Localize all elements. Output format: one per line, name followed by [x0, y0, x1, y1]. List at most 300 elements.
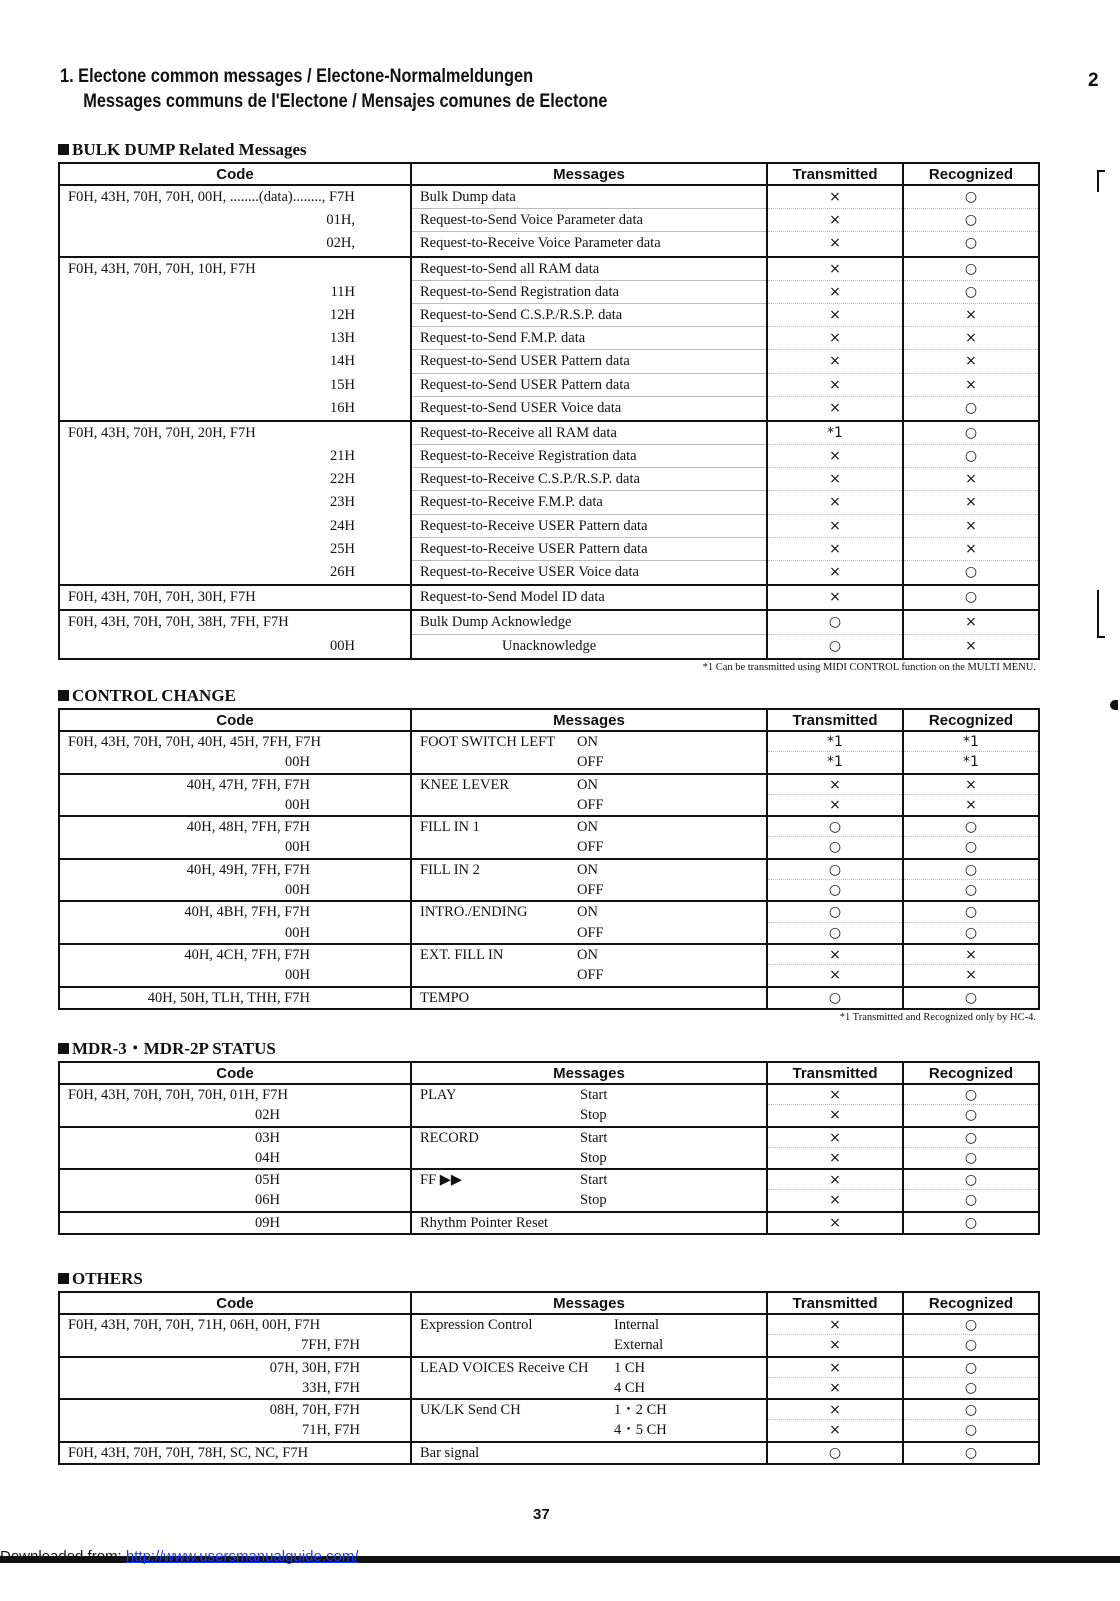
- recognized-cell: [903, 859, 1039, 902]
- recognized-value: ○: [904, 1400, 1038, 1420]
- recognized-value: ○: [904, 1128, 1038, 1148]
- message-text: Request-to-Send C.S.P./R.S.P. data: [420, 306, 623, 323]
- recognized-value: ○: [964, 1422, 978, 1439]
- recognized-value: ○: [904, 186, 1038, 209]
- message-text: Expression Control: [420, 1317, 533, 1333]
- header-transmitted: Transmitted: [767, 1062, 903, 1084]
- code-value: 00H: [330, 637, 355, 654]
- message-cell: [411, 774, 767, 817]
- table-row: [59, 774, 1039, 817]
- message-text: Rhythm Pointer Reset: [420, 1214, 549, 1231]
- message-text: Request-to-Receive USER Pattern data: [420, 540, 648, 557]
- recognized-cell: [903, 1212, 1039, 1234]
- recognized-value: ○: [904, 209, 1038, 232]
- transmitted-value: ×: [768, 538, 902, 561]
- row-group: [59, 421, 1039, 585]
- transmitted-value: ○: [828, 989, 842, 1006]
- recognized-value: ○: [964, 839, 978, 856]
- row-group: [59, 1314, 1039, 1357]
- recognized-value: ○: [964, 399, 978, 416]
- message-line: [412, 923, 766, 943]
- transmitted-cell: [767, 1169, 903, 1212]
- code-value: F0H, 43H, 70H, 70H, 78H, SC, NC, F7H: [68, 1444, 309, 1461]
- code-value: F0H, 43H, 70H, 70H, 70H, 01H, F7H: [68, 1087, 288, 1103]
- recognized-value: ○: [904, 1358, 1038, 1378]
- message-line: [412, 1085, 766, 1105]
- message-cell: [411, 1357, 767, 1400]
- recognized-cell: [903, 1399, 1039, 1442]
- control-table: [58, 708, 1040, 1010]
- recognized-value: ○: [964, 1379, 978, 1396]
- header-code: Code: [59, 709, 411, 731]
- message-state: ON: [577, 861, 598, 878]
- transmitted-cell: [767, 774, 903, 817]
- message-text: FF ▶▶: [420, 1172, 463, 1189]
- transmitted-cell: [767, 1442, 903, 1464]
- code-value: 05H: [255, 1172, 280, 1189]
- code-value: F0H, 43H, 70H, 70H, 30H, F7H: [68, 589, 256, 606]
- message-line: [412, 1335, 766, 1355]
- recognized-value: ○: [964, 1107, 978, 1124]
- message-line: [412, 1400, 766, 1420]
- message-text: INTRO./ENDING: [420, 904, 528, 921]
- message-text: Request-to-Receive all RAM data: [420, 424, 617, 441]
- message-state: Stop: [580, 1149, 607, 1166]
- code-value: 24H: [330, 517, 355, 534]
- row-group: [59, 1212, 1039, 1234]
- code-value: F0H, 43H, 70H, 70H, 00H, ........(data)........, F7H: [68, 189, 355, 205]
- table-row: [59, 1169, 1039, 1212]
- code-cell: [59, 1084, 411, 1127]
- recognized-value: ○: [964, 1444, 978, 1461]
- transmitted-value: ×: [768, 186, 902, 209]
- recognized-value: ○: [964, 589, 978, 606]
- message-line: [412, 209, 766, 232]
- square-bullet-icon: [58, 1273, 69, 1284]
- transmitted-cell: [767, 185, 903, 257]
- message-line: [412, 468, 766, 491]
- row-group: [59, 1442, 1039, 1464]
- code-cell: [59, 944, 411, 987]
- square-bullet-icon: [58, 1043, 69, 1054]
- row-group: [59, 1399, 1039, 1442]
- code-cell: [59, 1442, 411, 1464]
- message-state: OFF: [577, 924, 604, 941]
- message-text: Request-to-Receive Registration data: [420, 448, 637, 465]
- footer-prefix: Downloaded from:: [0, 1548, 126, 1565]
- code-cell: [59, 1169, 411, 1212]
- message-line: [412, 1443, 766, 1463]
- row-group: [59, 944, 1039, 987]
- transmitted-value: ×: [768, 491, 902, 514]
- message-cell: [411, 1442, 767, 1464]
- message-state: External: [614, 1337, 664, 1354]
- code-value: 40H, 48H, 7FH, F7H: [186, 819, 310, 836]
- page-number: 37: [533, 1506, 550, 1523]
- row-group: [59, 1169, 1039, 1212]
- message-state: Start: [580, 1172, 608, 1189]
- control-heading-text: CONTROL CHANGE: [72, 686, 236, 705]
- message-text: UK/LK Send CH: [420, 1402, 521, 1419]
- table-row: [59, 257, 1039, 421]
- table-row: [59, 859, 1039, 902]
- recognized-cell: [903, 1127, 1039, 1170]
- message-text: Request-to-Send Voice Parameter data: [420, 212, 643, 229]
- recognized-value: ○: [904, 422, 1038, 445]
- table-row: [59, 610, 1039, 658]
- code-value: 00H: [285, 754, 310, 771]
- code-value: F0H, 43H, 70H, 70H, 10H, F7H: [68, 260, 256, 277]
- recognized-value: ○: [964, 882, 978, 899]
- transmitted-cell: [767, 610, 903, 658]
- message-text: Request-to-Send Model ID data: [420, 589, 605, 606]
- code-value: 08H, 70H, F7H: [269, 1402, 360, 1419]
- message-state: OFF: [577, 967, 604, 984]
- transmitted-value: ×: [768, 1128, 902, 1148]
- transmitted-value: ×: [768, 445, 902, 468]
- message-text: FILL IN 1: [420, 819, 480, 836]
- code-cell: [59, 610, 411, 658]
- message-text: Request-to-Receive F.M.P. data: [420, 494, 603, 511]
- recognized-value: ○: [904, 1085, 1038, 1105]
- row-group: [59, 987, 1039, 1009]
- code-cell: [59, 257, 411, 421]
- message-cell: [411, 257, 767, 421]
- message-text: Request-to-Send all RAM data: [420, 260, 600, 277]
- transmitted-value: ×: [768, 327, 902, 350]
- transmitted-value: ×: [829, 1107, 841, 1124]
- message-line: [412, 1213, 766, 1233]
- recognized-cell: [903, 901, 1039, 944]
- code-cell: [59, 1314, 411, 1357]
- code-value: 40H, 49H, 7FH, F7H: [186, 861, 310, 878]
- table-row: [59, 901, 1039, 944]
- message-state: Stop: [580, 1107, 607, 1124]
- code-value: 00H: [285, 796, 310, 813]
- recognized-value: ×: [904, 468, 1038, 491]
- message-line: [412, 988, 766, 1008]
- others-table: [58, 1291, 1040, 1465]
- code-value: 15H: [330, 376, 355, 393]
- row-group: [59, 185, 1039, 257]
- message-cell: [411, 1399, 767, 1442]
- title-line-2: Messages communs de l'Electone / Mensajes comunes de Electone: [83, 91, 608, 112]
- table-row: [59, 1084, 1039, 1127]
- message-text: Request-to-Send Registration data: [420, 283, 619, 300]
- recognized-value: ○: [904, 445, 1038, 468]
- row-group: [59, 257, 1039, 421]
- code-cell: [59, 987, 411, 1009]
- message-state: 1・2 CH: [614, 1402, 667, 1419]
- code-value: 04H: [255, 1149, 280, 1166]
- message-line: [412, 538, 766, 561]
- transmitted-value: ○: [768, 860, 902, 880]
- transmitted-value: ×: [829, 1337, 841, 1354]
- message-line: [412, 732, 766, 752]
- table-row: [59, 816, 1039, 859]
- message-cell: [411, 1314, 767, 1357]
- recognized-value: ○: [904, 902, 1038, 922]
- transmitted-value: ×: [768, 468, 902, 491]
- others-section: [58, 1267, 1038, 1465]
- transmitted-cell: [767, 1084, 903, 1127]
- transmitted-cell: [767, 1127, 903, 1170]
- recognized-value: ○: [964, 1337, 978, 1354]
- message-line: [412, 258, 766, 281]
- recognized-cell: [903, 1084, 1039, 1127]
- row-group: [59, 1084, 1039, 1127]
- message-line: [412, 635, 766, 658]
- message-text: Unacknowledge: [502, 637, 597, 654]
- transmitted-value: ○: [828, 924, 842, 941]
- message-text: PLAY: [420, 1087, 457, 1103]
- recognized-value: ×: [904, 327, 1038, 350]
- code-value: 7FH, F7H: [301, 1337, 360, 1354]
- message-text: Request-to-Receive USER Pattern data: [420, 517, 648, 534]
- code-value: 33H, F7H: [301, 1379, 360, 1396]
- message-line: [412, 1148, 766, 1168]
- bulk-table: [58, 162, 1040, 660]
- code-cell: [59, 421, 411, 585]
- message-state: ON: [577, 904, 598, 921]
- footer-link[interactable]: http://www.usersmanualguide.com/: [125, 1548, 359, 1565]
- transmitted-value: ○: [768, 817, 902, 837]
- recognized-value: ×: [904, 945, 1038, 965]
- message-state: 4・5 CH: [614, 1422, 667, 1439]
- table-row: [59, 185, 1039, 257]
- code-value: 00H: [285, 882, 310, 899]
- message-line: [412, 1105, 766, 1125]
- message-line: [412, 445, 766, 468]
- transmitted-value: ×: [768, 1315, 902, 1335]
- header-messages: Messages: [411, 1292, 767, 1314]
- square-bullet-icon: [58, 144, 69, 155]
- title-line-1: 1. Electone common messages / Electone-Normalmeldungen: [60, 66, 534, 87]
- code-value: 25H: [330, 540, 355, 557]
- transmitted-value: ○: [828, 839, 842, 856]
- message-text: Request-to-Receive Voice Parameter data: [420, 235, 661, 252]
- message-cell: [411, 731, 767, 774]
- code-cell: [59, 585, 411, 610]
- code-value: F0H, 43H, 70H, 70H, 71H, 06H, 00H, F7H: [68, 1317, 321, 1333]
- recognized-cell: [903, 421, 1039, 585]
- message-text: Request-to-Receive C.S.P./R.S.P. data: [420, 471, 640, 488]
- message-text: KNEE LEVER: [420, 776, 509, 793]
- message-line: [412, 1378, 766, 1398]
- message-line: [412, 1170, 766, 1190]
- message-text: Request-to-Send F.M.P. data: [420, 330, 586, 347]
- recognized-cell: [903, 257, 1039, 421]
- message-text: TEMPO: [420, 989, 470, 1006]
- control-change-section: [58, 684, 1038, 1026]
- message-state: 1 CH: [614, 1359, 646, 1376]
- code-value: 02H,: [326, 235, 355, 252]
- message-text: EXT. FILL IN: [420, 946, 504, 963]
- code-value: F0H, 43H, 70H, 70H, 40H, 45H, 7FH, F7H: [68, 734, 321, 750]
- header-recognized: Recognized: [903, 1292, 1039, 1314]
- header-code: Code: [59, 1292, 411, 1314]
- code-value: 02H: [255, 1107, 280, 1124]
- recognized-value: ○: [904, 817, 1038, 837]
- transmitted-value: ×: [768, 515, 902, 538]
- code-value: 21H: [330, 448, 355, 465]
- transmitted-value: ×: [829, 967, 841, 984]
- row-group: [59, 859, 1039, 902]
- table-row: [59, 1314, 1039, 1357]
- transmitted-cell: [767, 421, 903, 585]
- code-cell: [59, 816, 411, 859]
- message-state: 4 CH: [614, 1379, 646, 1396]
- side-page-marker: 2: [1088, 70, 1099, 91]
- transmitted-value: ×: [829, 1422, 841, 1439]
- message-line: [412, 561, 766, 584]
- transmitted-value: ×: [768, 945, 902, 965]
- row-group: [59, 585, 1039, 610]
- transmitted-value: *1: [768, 422, 902, 445]
- header-code: Code: [59, 163, 411, 185]
- table-row: [59, 987, 1039, 1009]
- recognized-cell: [903, 585, 1039, 610]
- transmitted-cell: [767, 859, 903, 902]
- header-recognized: Recognized: [903, 1062, 1039, 1084]
- code-value: 22H: [330, 471, 355, 488]
- recognized-value: ×: [904, 350, 1038, 373]
- transmitted-value: ×: [829, 589, 841, 606]
- recognized-value: ○: [904, 1315, 1038, 1335]
- message-text: Bar signal: [420, 1444, 480, 1461]
- transmitted-value: ×: [829, 564, 841, 580]
- mdr-table: [58, 1061, 1040, 1235]
- message-line: [412, 350, 766, 373]
- recognized-cell: [903, 1442, 1039, 1464]
- message-state: OFF: [577, 754, 604, 771]
- code-cell: [59, 901, 411, 944]
- message-line: [412, 817, 766, 837]
- transmitted-value: ×: [829, 796, 841, 813]
- table-row: [59, 944, 1039, 987]
- header-transmitted: Transmitted: [767, 1292, 903, 1314]
- transmitted-cell: [767, 257, 903, 421]
- message-line: [412, 775, 766, 795]
- recognized-value: ×: [904, 611, 1038, 634]
- code-value: 12H: [330, 306, 355, 323]
- message-state: Start: [580, 1129, 608, 1146]
- transmitted-value: ×: [768, 350, 902, 373]
- message-text: Request-to-Send USER Voice data: [420, 399, 622, 416]
- recognized-value: ×: [904, 515, 1038, 538]
- others-heading: [58, 1267, 1038, 1291]
- code-cell: [59, 1357, 411, 1400]
- message-state: OFF: [577, 796, 604, 813]
- message-state: Internal: [614, 1317, 660, 1333]
- table-row: [59, 731, 1039, 774]
- code-cell: [59, 859, 411, 902]
- code-cell: [59, 1127, 411, 1170]
- message-line: [412, 902, 766, 922]
- transmitted-value: ×: [829, 399, 841, 416]
- transmitted-value: ○: [828, 1444, 842, 1461]
- recognized-value: ○: [964, 235, 978, 252]
- message-line: [412, 837, 766, 857]
- code-cell: [59, 774, 411, 817]
- code-cell: [59, 1212, 411, 1234]
- transmitted-value: ×: [829, 1214, 841, 1231]
- recognized-value: ×: [904, 374, 1038, 397]
- recognized-value: ○: [904, 1170, 1038, 1190]
- message-line: [412, 232, 766, 255]
- message-line: [412, 281, 766, 304]
- table-row: [59, 1442, 1039, 1464]
- message-line: [412, 1315, 766, 1335]
- transmitted-value: ×: [768, 1400, 902, 1420]
- code-value: 40H, 50H, TLH, THH, F7H: [147, 989, 310, 1006]
- transmitted-value: ×: [829, 1149, 841, 1166]
- edge-bracket: [1097, 170, 1099, 192]
- transmitted-value: ○: [768, 611, 902, 634]
- message-cell: [411, 185, 767, 257]
- message-state: OFF: [577, 882, 604, 899]
- code-value: 71H, F7H: [301, 1422, 360, 1439]
- header-code: Code: [59, 1062, 411, 1084]
- message-cell: [411, 816, 767, 859]
- transmitted-cell: [767, 1357, 903, 1400]
- recognized-cell: [903, 774, 1039, 817]
- recognized-value: ×: [904, 304, 1038, 327]
- transmitted-cell: [767, 1212, 903, 1234]
- message-line: [412, 880, 766, 900]
- code-value: 00H: [285, 967, 310, 984]
- transmitted-cell: [767, 731, 903, 774]
- code-value: 06H: [255, 1192, 280, 1209]
- message-state: ON: [577, 776, 598, 793]
- recognized-value: ×: [904, 538, 1038, 561]
- message-state: Start: [580, 1087, 608, 1103]
- message-state: Stop: [580, 1192, 607, 1209]
- transmitted-value: *1: [827, 754, 843, 771]
- recognized-cell: [903, 610, 1039, 658]
- recognized-value: ○: [904, 258, 1038, 281]
- code-cell: [59, 731, 411, 774]
- message-line: [412, 397, 766, 420]
- others-heading-text: OTHERS: [72, 1269, 143, 1288]
- mdr-status-section: [58, 1037, 1038, 1235]
- mdr-heading-text: MDR-3・MDR-2P STATUS: [72, 1039, 276, 1058]
- control-heading: [58, 684, 1038, 708]
- code-value: 01H,: [326, 212, 355, 229]
- header-recognized: Recognized: [903, 709, 1039, 731]
- recognized-value: ○: [904, 860, 1038, 880]
- message-line: [412, 1128, 766, 1148]
- table-row: [59, 1357, 1039, 1400]
- header-messages: Messages: [411, 163, 767, 185]
- row-group: [59, 610, 1039, 658]
- code-value: 40H, 47H, 7FH, F7H: [186, 776, 310, 793]
- square-bullet-icon: [58, 690, 69, 701]
- message-cell: [411, 901, 767, 944]
- recognized-value: ○: [964, 924, 978, 941]
- transmitted-value: ×: [768, 1170, 902, 1190]
- code-value: 07H, 30H, F7H: [269, 1359, 360, 1376]
- message-cell: [411, 1212, 767, 1234]
- transmitted-cell: [767, 585, 903, 610]
- message-line: [412, 1420, 766, 1440]
- edge-dot: [1110, 700, 1118, 710]
- message-cell: [411, 944, 767, 987]
- table-row: [59, 1127, 1039, 1170]
- transmitted-value: ×: [768, 374, 902, 397]
- code-value: F0H, 43H, 70H, 70H, 20H, F7H: [68, 424, 256, 441]
- code-value: 11H: [330, 283, 355, 300]
